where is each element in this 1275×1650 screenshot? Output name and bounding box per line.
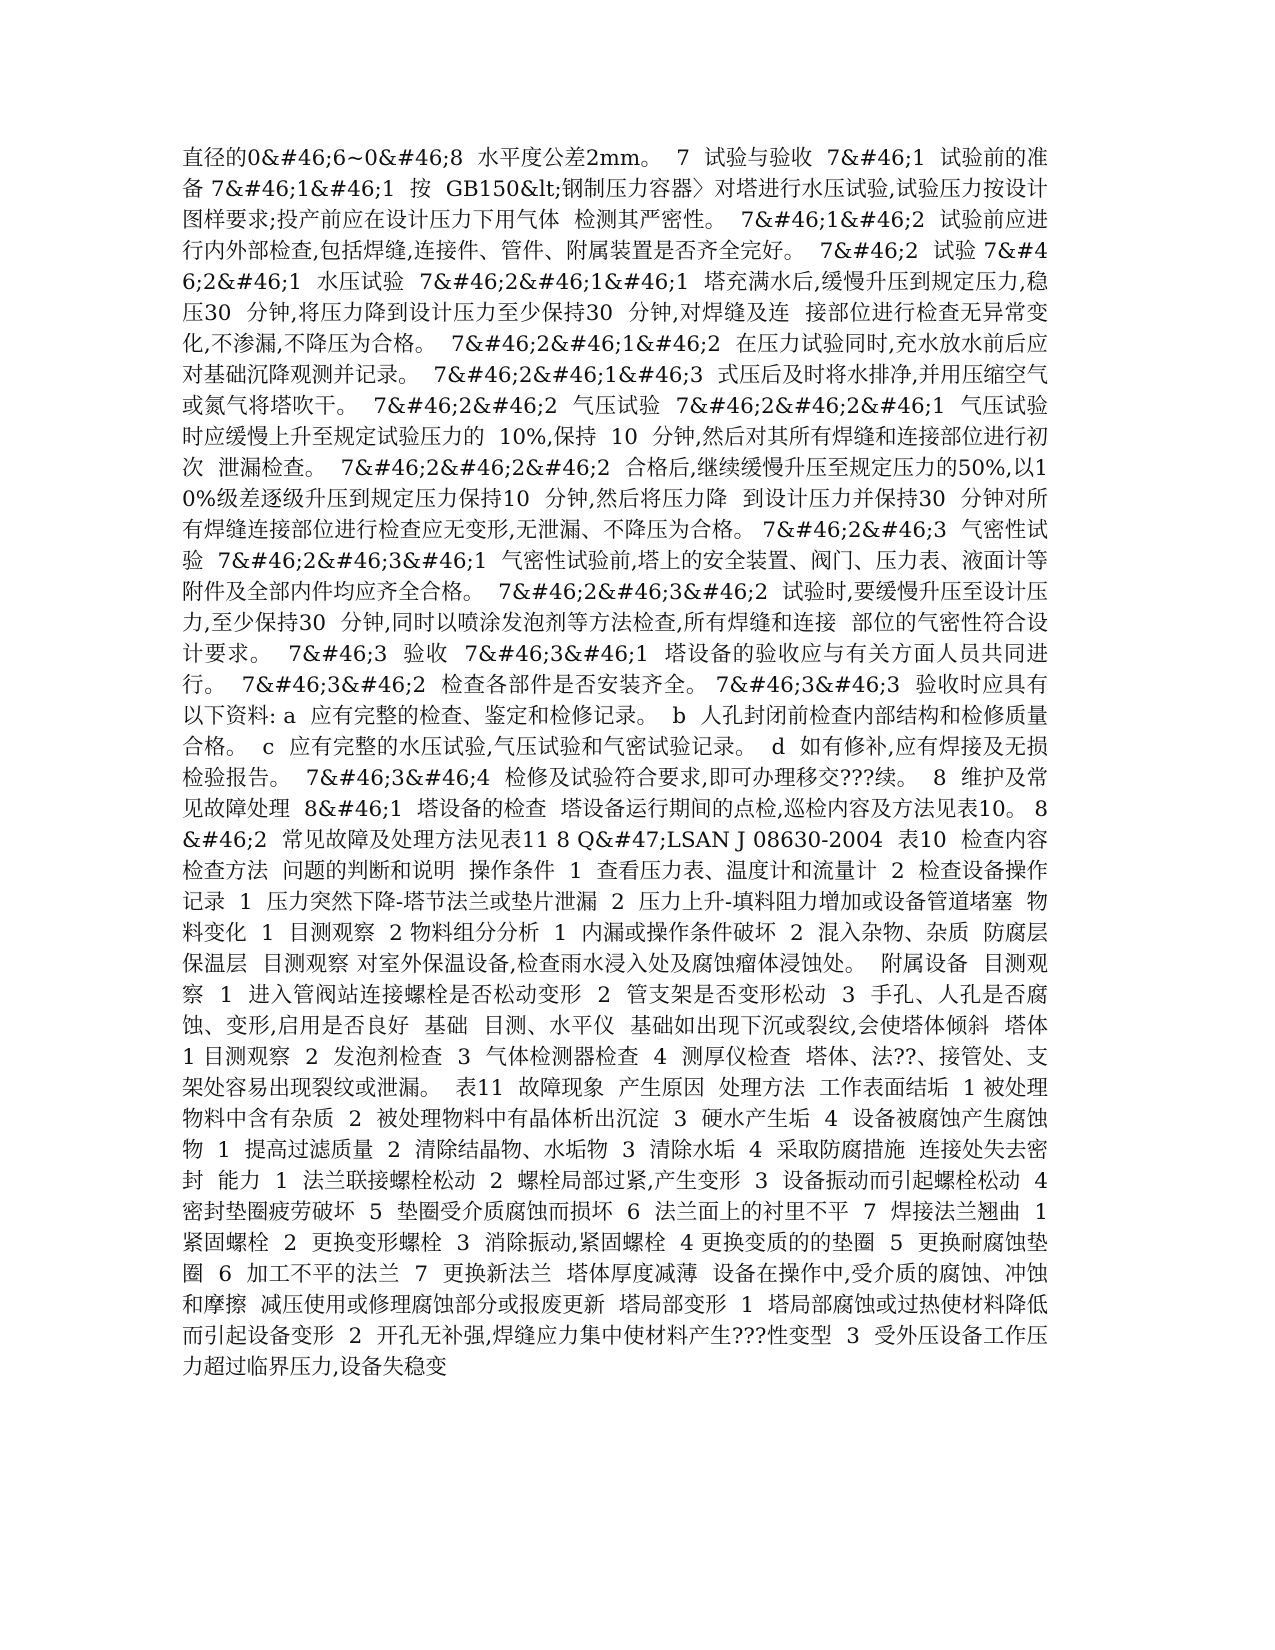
body-text: 直径的0&#46;6~0&#46;8 水平度公差2mm。 7 试验与验收 7&#46;1 试验前的准备 7&#46;1&#46;1 按 GB150&lt;钢制压力容器〉对塔进行水压试验,试验压力按设计图样要求;投产前应在设计压力下用气体 检测其严密性。 7&#46;1&#46;2 试验前应进行内外部检查,包括焊缝,连接件、管件、附属装置是否齐全完好。 7&#46;2 试验 7&#46;2&#46;1 水压试验 7&#46;2&#46;1&#46;1 塔充满水后,缓慢升压到规定压力,稳压30 分钟,将压力降到设计压力至少保持30 分钟,对焊缝及连 接部位进行检查无异常变化,不渗漏,不降压为合格。 7&#46;2&#46;1&#46;2 在压力试验同时,充水放水前后应对基础沉降观测并记录。 7&#46;2&#46;1&#46;3 式压后及时将水排净,并用压缩空气或氮气将塔吹干。 7&#46;2&#46;2 气压试验 7&#46;2&#46;2&#46;1 气压试验时应缓慢上升至规定试验压力的 10%,保持 10 分钟,然后对其所有焊缝和连接部位进行初次 泄漏检查。 7&#46;2&#46;2&#46;2 合格后,继续缓慢升压至规定压力的50%,以10%级差逐级升压到规定压力保持10 分钟,然后将压力降 到设计压力并保持30 分钟对所有焊缝连接部位进行检查应无变形,无泄漏、不降压为合格。 7&#46;2&#46;3 气密性试验 7&#46;2&#46;3&#46;1 气密性试验前,塔上的安全装置、阀门、压力表、液面计等附件及全部内件均应齐全合格。 7&#46;2&#46;3&#46;2 试验时,要缓慢升压至设计压力,至少保持30 分钟,同时以喷涂发泡剂等方法检查,所有焊缝和连接 部位的气密性符合设计要求。 7&#46;3 验收 7&#46;3&#46;1 塔设备的验收应与有关方面人员共同进行。 7&#46;3&#46;2 检查各部件是否安装齐全。 7&#46;3&#46;3 验收时应具有以下资料: a 应有完整的检查、鉴定和检修记录。 b 人孔封闭前检查内部结构和检修质量合格。 c 应有完整的水压试验,气压试验和气密试验记录。 d 如有修补,应有焊接及无损检验报告。 7&#46;3&#46;4 检修及试验符合要求,即可办理移交???续。 8 维护及常见故障处理 8&#46;1 塔设备的检查 塔设备运行期间的点检,巡检内容及方法见表10。 8&#46;2 常见故障及处理方法见表11 8 Q&#47;LSAN J 08630-2004 表10 检查内容 检查方法 问题的判断和说明 操作条件 1 查看压力表、温度计和流量计 2 检查设备操作记录 1 压力突然下降-塔节法兰或垫片泄漏 2 压力上升-填料阻力增加或设备管道堵塞 物料变化 1 目测观察 2 物料组分分析 1 内漏或操作条件破坏 2 混入杂物、杂质 防腐层 保温层 目测观察 对室外保温设备,检查雨水浸入处及腐蚀瘤体浸蚀处。 附属设备 目测观察 1 进入管阀站连接螺栓是否松动变形 2 管支架是否变形松动 3 手孔、人孔是否腐蚀、变形,启用是否良好 基础 目测、水平仪 基础如出现下沉或裂纹,会使塔体倾斜 塔体 1 目测观察 2 发泡剂检查 3 气体检测器检查 4 测厚仪检查 塔体、法??、接管处、支架处容易出现裂纹或泄漏。 表11 故障现象 产生原因 处理方法 工作表面结垢 1 被处理物料中含有杂质 2 被处理物料中有晶体析出沉淀 3 硬水产生垢 4 设备被腐蚀产生腐蚀物 1 提高过滤质量 2 清除结晶物、水垢物 3 清除水垢 4 采取防腐措施 连接处失去密封 能力 1 法兰联接螺栓松动 2 螺栓局部过紧,产生变形 3 设备振动而引起螺栓松动 4 密封垫圈疲劳破坏 5 垫圈受介质腐蚀而损坏 6 法兰面上的衬里不平 7 焊接法兰翘曲 1 紧固螺栓 2 更换变形螺栓 3 消除振动,紧固螺栓 4 更换变质的的垫圈 5 更换耐腐蚀垫圈 6 加工不平的法兰 7 更换新法兰 塔体厚度减薄 设备在操作中,受介质的腐蚀、冲蚀和摩擦 减压使用或修理腐蚀部分或报废更新 塔局部变形 1 塔局部腐蚀或过热使材料降低而引起设备变形 2 开孔无补强,焊缝应力集中使材料产生???性变型 3 受外压设备工作压力超过临界压力,设备失稳变 xyxy=(182,146,1062,1380)
document-page xyxy=(182,143,1062,1383)
